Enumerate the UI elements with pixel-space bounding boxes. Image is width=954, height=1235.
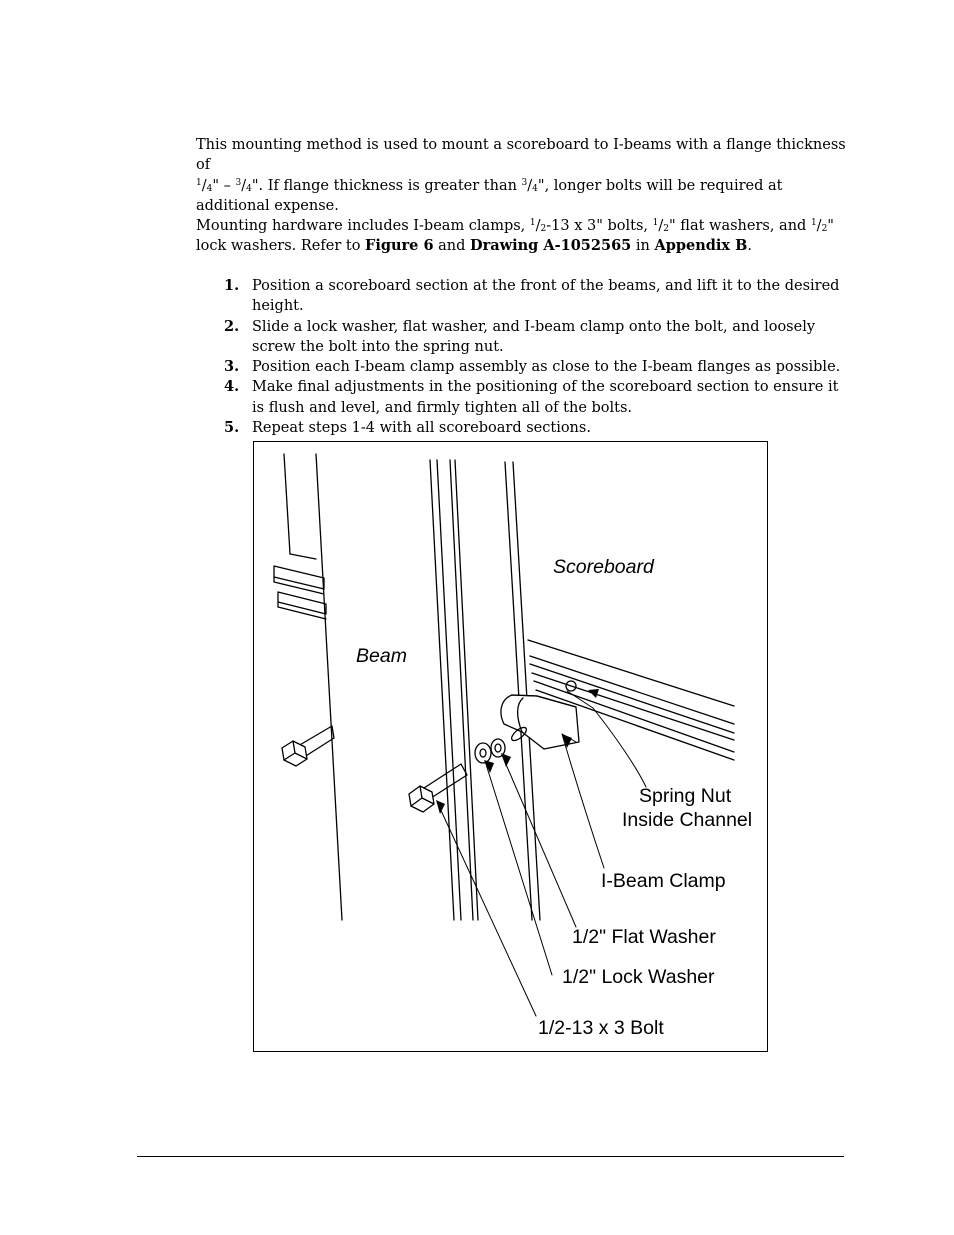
label-scoreboard: Scoreboard xyxy=(553,556,654,578)
left-channel-top xyxy=(274,566,324,589)
appendix-reference: Appendix B xyxy=(654,237,748,255)
scoreboard-edge xyxy=(284,454,290,554)
scoreboard-face-edge xyxy=(505,462,532,920)
hardware-paragraph: Mounting hardware includes I-beam clamps, $^1/_2-13$ x 3" bolts, $^1/_2$" flat washers, and $^1/_2$" lock washers. Refer to Figure 6 and Drawing A-1052565 in Appendix B. xyxy=(196,218,834,255)
beam-flange-1 xyxy=(430,460,454,920)
left-channel-bottom xyxy=(278,592,326,614)
label-ibeam-clamp: I-Beam Clamp xyxy=(601,870,726,892)
steps-list xyxy=(224,276,854,438)
label-spring-nut: Spring Nut xyxy=(639,785,732,807)
intro-paragraph: This mounting method is used to mount a scoreboard to I-beams with a flange thickness of $^1/_4$" – $^3/_4$". If flange thickness is greater than $^3/_4$", longer bolts will be required at additional expense. xyxy=(196,137,846,214)
label-flat-washer: 1/2" Flat Washer xyxy=(572,926,716,948)
label-beam: Beam xyxy=(356,645,407,667)
figure-reference: Figure 6 xyxy=(365,237,434,255)
list-item: 3. Position each I-beam clamp assembly as close to the I-beam flanges as possible. xyxy=(224,358,841,376)
label-lock-washer: 1/2" Lock Washer xyxy=(562,966,715,988)
list-item: 5. Repeat steps 1-4 with all scoreboard sections. xyxy=(224,419,591,437)
footer-rule xyxy=(137,1156,844,1157)
mounting-figure xyxy=(253,441,768,1052)
label-bolt: 1/2-13 x 3 Bolt xyxy=(538,1017,664,1039)
bottom-channel-top xyxy=(528,640,734,706)
flat-washer xyxy=(475,743,491,763)
list-item: 4. Make final adjustments in the positioning of the scoreboard section to ensure it is flush and level, and firmly tighten all of the bolts. xyxy=(224,378,839,416)
clamp-leader xyxy=(562,734,604,868)
drawing-reference: Drawing A-1052565 xyxy=(470,237,632,255)
left-beam-edge xyxy=(316,454,342,920)
list-item: 1. Position a scoreboard section at the front of the beams, and lift it to the desired height. xyxy=(224,277,840,315)
label-inside-channel: Inside Channel xyxy=(622,809,753,831)
beam-flange-2 xyxy=(450,460,473,920)
bolt-leader xyxy=(438,804,536,1016)
list-item: 2. Slide a lock washer, flat washer, and I-beam clamp onto the bolt, and loosely screw the bolt into the spring nut. xyxy=(224,317,816,355)
mounting-illustration xyxy=(254,442,767,1051)
